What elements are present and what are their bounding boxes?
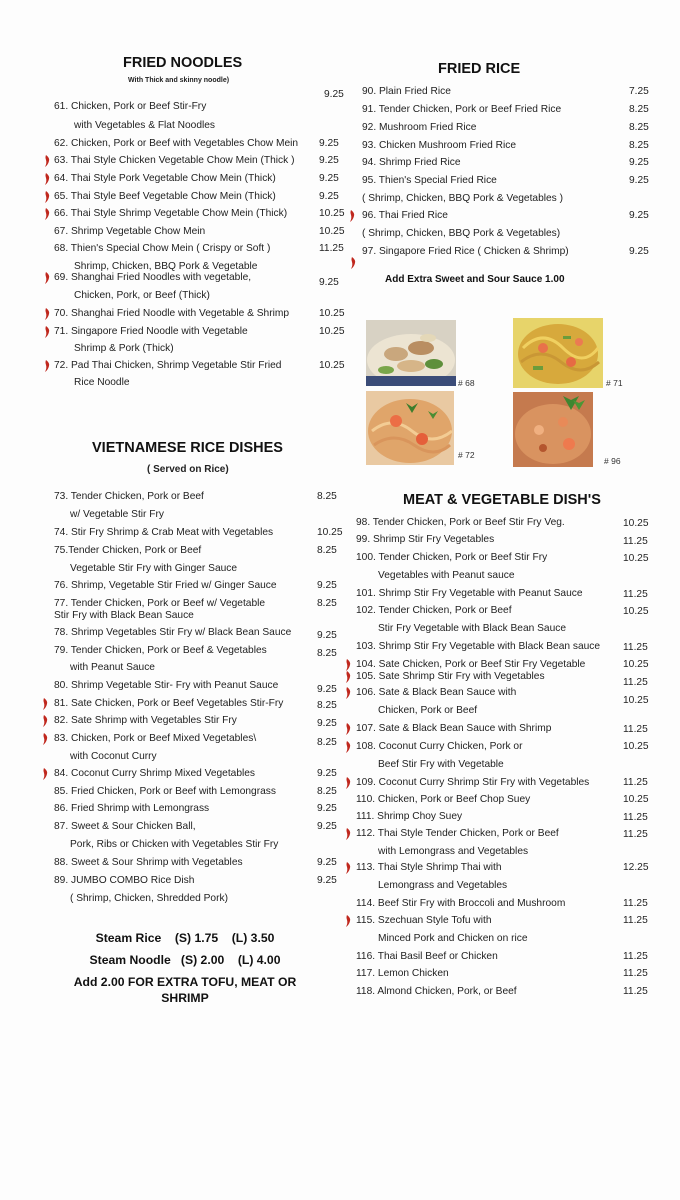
menu-item-name: 93. Chicken Mushroom Fried Rice xyxy=(362,140,517,151)
menu-item-price: 10.25 xyxy=(623,659,649,670)
menu-item-detail: Lemongrass and Vegetables xyxy=(378,880,508,891)
menu-item-price: 9.25 xyxy=(629,175,649,186)
chili-pepper-icon xyxy=(345,862,350,873)
menu-item-name: 76. Shrimp, Vegetable Stir Fried w/ Ginger Sauce xyxy=(54,580,277,591)
menu-item-name: 100. Tender Chicken, Pork or Beef Stir Fry xyxy=(356,552,548,563)
menu-item-name: 107. Sate & Black Bean Sauce with Shrimp xyxy=(356,723,552,734)
chili-pepper-icon xyxy=(44,308,49,319)
photo-96-label: # 96 xyxy=(604,456,621,466)
photo-71 xyxy=(513,318,603,388)
menu-item-price: 10.25 xyxy=(319,226,345,237)
menu-item-detail: Rice Noodle xyxy=(74,377,130,388)
menu-item-detail: ( Shrimp, Chicken, BBQ Pork & Vegetables) xyxy=(362,228,561,239)
menu-item-detail: Pork, Ribs or Chicken with Vegetables Stir Fry xyxy=(70,839,279,850)
menu-item-price: 9.25 xyxy=(629,246,649,257)
menu-item-name: 99. Shrimp Stir Fry Vegetables xyxy=(356,534,495,545)
menu-item-name: 97. Singapore Fried Rice ( Chicken & Shrimp) xyxy=(362,246,569,257)
menu-item-price: 11.25 xyxy=(623,829,648,840)
menu-item-name: 90. Plain Fried Rice xyxy=(362,86,451,97)
chili-pepper-icon xyxy=(345,687,350,698)
menu-item-name: 69. Shanghai Fried Noodles with vegetable, xyxy=(54,272,252,283)
menu-item-name: 86. Fried Shrimp with Lemongrass xyxy=(54,803,210,814)
menu-item-price: 9.25 xyxy=(317,768,337,779)
menu-item-detail: Chicken, Pork, or Beef (Thick) xyxy=(74,290,210,301)
menu-item-price: 11.25 xyxy=(623,724,648,735)
chili-pepper-icon xyxy=(345,659,350,670)
pad-thai-image xyxy=(366,391,454,465)
menu-item-price: 8.25 xyxy=(629,122,649,133)
menu-item-detail: Stir Fry Vegetable with Black Bean Sauce xyxy=(378,623,567,634)
menu-item-detail: w/ Vegetable Stir Fry xyxy=(70,509,164,520)
menu-item-name: 79. Tender Chicken, Pork or Beef & Vegetables xyxy=(54,645,267,656)
chili-pepper-icon xyxy=(44,155,49,166)
chili-pepper-icon xyxy=(345,828,350,839)
chili-pepper-icon xyxy=(44,208,49,219)
menu-item-price: 10.25 xyxy=(623,606,649,617)
menu-item-price: 8.25 xyxy=(317,491,337,502)
chili-pepper-icon xyxy=(44,191,49,202)
menu-item-name: 67. Shrimp Vegetable Chow Mein xyxy=(54,226,206,237)
menu-item-name: 75.Tender Chicken, Pork or Beef xyxy=(54,545,202,556)
menu-item-name: 109. Coconut Curry Shrimp Stir Fry with Vegetables xyxy=(356,777,590,788)
menu-item-price: 8.25 xyxy=(629,104,649,115)
extra-tofu-line: Add 2.00 FOR EXTRA TOFU, MEAT OR xyxy=(73,975,297,989)
menu-item-name: 81. Sate Chicken, Pork or Beef Vegetables Stir-Fry xyxy=(54,698,284,709)
menu-item-name: 98. Tender Chicken, Pork or Beef Stir Fry Veg. xyxy=(356,517,565,528)
menu-item-name: 103. Shrimp Stir Fry Vegetable with Black Bean sauce xyxy=(356,641,601,652)
menu-item-name: 77. Tender Chicken, Pork or Beef w/ Vegetable xyxy=(54,598,266,609)
menu-item-price: 10.25 xyxy=(319,360,345,371)
menu-item-detail: ( Shrimp, Chicken, BBQ Pork & Vegetables ) xyxy=(362,193,564,204)
menu-item-detail: ( Shrimp, Chicken, Shredded Pork) xyxy=(70,893,228,904)
menu-item-price: 11.25 xyxy=(623,677,648,688)
chili-pepper-icon xyxy=(42,715,47,726)
vietnamese-rice-title: VIETNAMESE RICE DISHES xyxy=(92,440,283,456)
menu-item-price: 9.25 xyxy=(319,191,339,202)
fried-noodles-title: FRIED NOODLES xyxy=(123,55,243,71)
menu-item-detail: Vegetable Stir Fry with Ginger Sauce xyxy=(70,563,238,574)
menu-item-name: 108. Coconut Curry Chicken, Pork or xyxy=(356,741,523,752)
menu-item-price: 9.25 xyxy=(319,155,339,166)
menu-item-price: 11.25 xyxy=(623,642,648,653)
chili-pepper-icon xyxy=(42,768,47,779)
menu-item-name: 94. Shrimp Fried Rice xyxy=(362,157,461,168)
menu-item-price: 8.25 xyxy=(317,786,337,797)
menu-item-price: 9.25 xyxy=(319,138,339,149)
menu-item-detail: Chicken, Pork or Beef xyxy=(378,705,478,716)
photo-72-label: # 72 xyxy=(458,450,475,460)
menu-item-name: 113. Thai Style Shrimp Thai with xyxy=(356,862,502,873)
menu-item-name: 105. Sate Shrimp Stir Fry with Vegetables xyxy=(356,671,545,682)
menu-item-price: 9.25 xyxy=(317,630,337,641)
fried-noodles-top-price: 9.25 xyxy=(324,89,344,100)
menu-item-price: 9.25 xyxy=(629,210,649,221)
menu-item-name: 106. Sate & Black Bean Sauce with xyxy=(356,687,517,698)
chili-pepper-icon xyxy=(345,915,350,926)
menu-item-name: 78. Shrimp Vegetables Stir Fry w/ Black Bean Sauce xyxy=(54,627,292,638)
chili-pepper-icon xyxy=(345,777,350,788)
thai-fried-rice-image xyxy=(513,392,593,467)
menu-item-detail: Minced Pork and Chicken on rice xyxy=(378,933,528,944)
menu-item-name: 63. Thai Style Chicken Vegetable Chow Mein (Thick ) xyxy=(54,155,295,166)
menu-item-name: 102. Tender Chicken, Pork or Beef xyxy=(356,605,512,616)
menu-item-price: 11.25 xyxy=(623,951,648,962)
chili-pepper-icon xyxy=(345,741,350,752)
menu-item-name: 72. Pad Thai Chicken, Shrimp Vegetable Stir Fried xyxy=(54,360,282,371)
extra-shrimp-line: SHRIMP xyxy=(161,991,209,1005)
chicken-noodle-image xyxy=(366,320,456,386)
menu-item-name: 118. Almond Chicken, Pork, or Beef xyxy=(356,986,517,997)
menu-item-price: 9.25 xyxy=(317,803,337,814)
menu-item-price: 11.25 xyxy=(623,986,648,997)
menu-item-name: 111. Shrimp Choy Suey xyxy=(356,811,463,822)
menu-item-name: 92. Mushroom Fried Rice xyxy=(362,122,477,133)
photo-72 xyxy=(366,391,454,465)
chili-pepper-icon xyxy=(42,733,47,744)
menu-item-name: 117. Lemon Chicken xyxy=(356,968,449,979)
menu-item-price: 8.25 xyxy=(317,648,337,659)
menu-item-detail: with Peanut Sauce xyxy=(70,662,155,673)
menu-item-name: 66. Thai Style Shrimp Vegetable Chow Mein (Thick) xyxy=(54,208,288,219)
chili-pepper-icon xyxy=(349,210,354,221)
menu-item-price: 12.25 xyxy=(623,862,649,873)
menu-item-price: 9.25 xyxy=(317,857,337,868)
menu-item-name: 112. Thai Style Tender Chicken, Pork or Beef xyxy=(356,828,559,839)
menu-item-name: 87. Sweet & Sour Chicken Ball, xyxy=(54,821,196,832)
menu-item-name: 85. Fried Chicken, Pork or Beef with Lemongrass xyxy=(54,786,276,797)
steam-noodle-line: Steam Noodle (S) 2.00 (L) 4.00 xyxy=(89,953,281,967)
menu-item-name: 70. Shanghai Fried Noodle with Vegetable & Shrimp xyxy=(54,308,290,319)
menu-item-price: 8.25 xyxy=(317,598,337,609)
fried-rice-title: FRIED RICE xyxy=(438,61,521,77)
menu-item-name: 62. Chicken, Pork or Beef with Vegetables Chow Mein xyxy=(54,138,299,149)
chili-pepper-icon xyxy=(42,698,47,709)
chili-pepper-icon xyxy=(44,360,49,371)
menu-item-price: 10.25 xyxy=(317,527,343,538)
menu-item-detail: with Vegetables & Flat Noodles xyxy=(74,120,216,131)
menu-item-name: 89. JUMBO COMBO Rice Dish xyxy=(54,875,195,886)
chili-pepper-icon xyxy=(44,326,49,337)
sweet-sour-note: Add Extra Sweet and Sour Sauce 1.00 xyxy=(385,274,565,285)
menu-item-price: 7.25 xyxy=(629,86,649,97)
photo-68-label: # 68 xyxy=(458,378,475,388)
menu-item-name: 96. Thai Fried Rice xyxy=(362,210,448,221)
menu-item-name: 110. Chicken, Pork or Beef Chop Suey xyxy=(356,794,531,805)
menu-item-price: 11.25 xyxy=(623,898,648,909)
menu-item-name: 64. Thai Style Pork Vegetable Chow Mein (Thick) xyxy=(54,173,276,184)
fried-noodles-subtitle: With Thick and skinny noodle) xyxy=(128,77,230,84)
menu-item-name: 104. Sate Chicken, Pork or Beef Stir Fry Vegetable xyxy=(356,659,586,670)
menu-item-detail: with Lemongrass and Vegetables xyxy=(378,846,529,857)
menu-item-price: 9.25 xyxy=(317,821,337,832)
menu-item-price: 11.25 xyxy=(319,243,344,254)
photo-96 xyxy=(513,392,593,467)
menu-item-price: 9.25 xyxy=(319,173,339,184)
menu-item-price: 11.25 xyxy=(623,915,648,926)
menu-item-price: 10.25 xyxy=(623,553,649,564)
menu-item-name: 88. Sweet & Sour Shrimp with Vegetables xyxy=(54,857,243,868)
menu-item-detail: Vegetables with Peanut sauce xyxy=(378,570,515,581)
menu-item-price: 10.25 xyxy=(623,695,649,706)
chili-pepper-icon xyxy=(44,272,49,283)
menu-item-name: 114. Beef Stir Fry with Broccoli and Mushroom xyxy=(356,898,566,909)
steam-rice-line: Steam Rice (S) 1.75 (L) 3.50 xyxy=(95,931,275,945)
photo-71-label: # 71 xyxy=(606,378,623,388)
menu-item-price: 9.25 xyxy=(317,684,337,695)
menu-item-detail: Shrimp & Pork (Thick) xyxy=(74,343,174,354)
menu-item-name: 95. Thien's Special Fried Rice xyxy=(362,175,497,186)
menu-item-price: 11.25 xyxy=(623,812,648,823)
menu-item-name: 68. Thien's Special Chow Mein ( Crispy or Soft ) xyxy=(54,243,271,254)
chili-pepper-icon xyxy=(345,723,350,734)
menu-item-price: 8.25 xyxy=(317,737,337,748)
menu-item-detail: Beef Stir Fry with Vegetable xyxy=(378,759,504,770)
menu-item-name: 74. Stir Fry Shrimp & Crab Meat with Vegetables xyxy=(54,527,274,538)
menu-item-detail: Stir Fry with Black Bean Sauce xyxy=(54,610,194,621)
menu-item-price: 8.25 xyxy=(317,545,337,556)
meat-veg-title: MEAT & VEGETABLE DISH'S xyxy=(403,492,601,508)
menu-item-name: 116. Thai Basil Beef or Chicken xyxy=(356,951,498,962)
chili-pepper-icon xyxy=(44,173,49,184)
menu-item-name: 101. Shrimp Stir Fry Vegetable with Peanut Sauce xyxy=(356,588,583,599)
menu-item-name: 61. Chicken, Pork or Beef Stir-Fry xyxy=(54,101,207,112)
menu-item-name: 73. Tender Chicken, Pork or Beef xyxy=(54,491,204,502)
menu-item-price: 9.25 xyxy=(319,277,339,288)
menu-item-name: 91. Tender Chicken, Pork or Beef Fried Rice xyxy=(362,104,562,115)
menu-item-price: 10.25 xyxy=(319,326,345,337)
menu-item-price: 9.25 xyxy=(317,718,337,729)
menu-item-name: 84. Coconut Curry Shrimp Mixed Vegetables xyxy=(54,768,256,779)
menu-item-price: 8.25 xyxy=(629,140,649,151)
menu-item-name: 71. Singapore Fried Noodle with Vegetable xyxy=(54,326,248,337)
chili-pepper-icon xyxy=(345,671,350,682)
menu-item-price: 10.25 xyxy=(319,208,345,219)
menu-item-name: 80. Shrimp Vegetable Stir- Fry with Peanut Sauce xyxy=(54,680,279,691)
menu-item-detail: with Coconut Curry xyxy=(70,751,157,762)
menu-item-price: 10.25 xyxy=(623,741,649,752)
menu-item-price: 9.25 xyxy=(317,580,337,591)
menu-item-price: 11.25 xyxy=(623,777,648,788)
menu-item-detail: Shrimp, Chicken, BBQ Pork & Vegetable xyxy=(74,261,258,272)
singapore-noodle-image xyxy=(513,318,603,388)
menu-item-name: 82. Sate Shrimp with Vegetables Stir Fry xyxy=(54,715,237,726)
menu-item-price: 11.25 xyxy=(623,968,648,979)
menu-item-name: 65. Thai Style Beef Vegetable Chow Mein (Thick) xyxy=(54,191,276,202)
menu-item-price: 10.25 xyxy=(623,518,649,529)
menu-item-price: 9.25 xyxy=(629,157,649,168)
menu-item-price: 11.25 xyxy=(623,589,648,600)
menu-item-price: 10.25 xyxy=(319,308,345,319)
photo-68 xyxy=(366,320,456,386)
menu-item-name: 83. Chicken, Pork or Beef Mixed Vegetables\ xyxy=(54,733,257,744)
menu-item-name: 115. Szechuan Style Tofu with xyxy=(356,915,492,926)
menu-item-price: 9.25 xyxy=(317,875,337,886)
vietnamese-rice-subtitle: ( Served on Rice) xyxy=(147,464,229,475)
menu-item-price: 11.25 xyxy=(623,536,648,547)
chili-pepper-icon xyxy=(350,257,355,268)
menu-item-price: 8.25 xyxy=(317,700,337,711)
menu-item-price: 10.25 xyxy=(623,794,649,805)
